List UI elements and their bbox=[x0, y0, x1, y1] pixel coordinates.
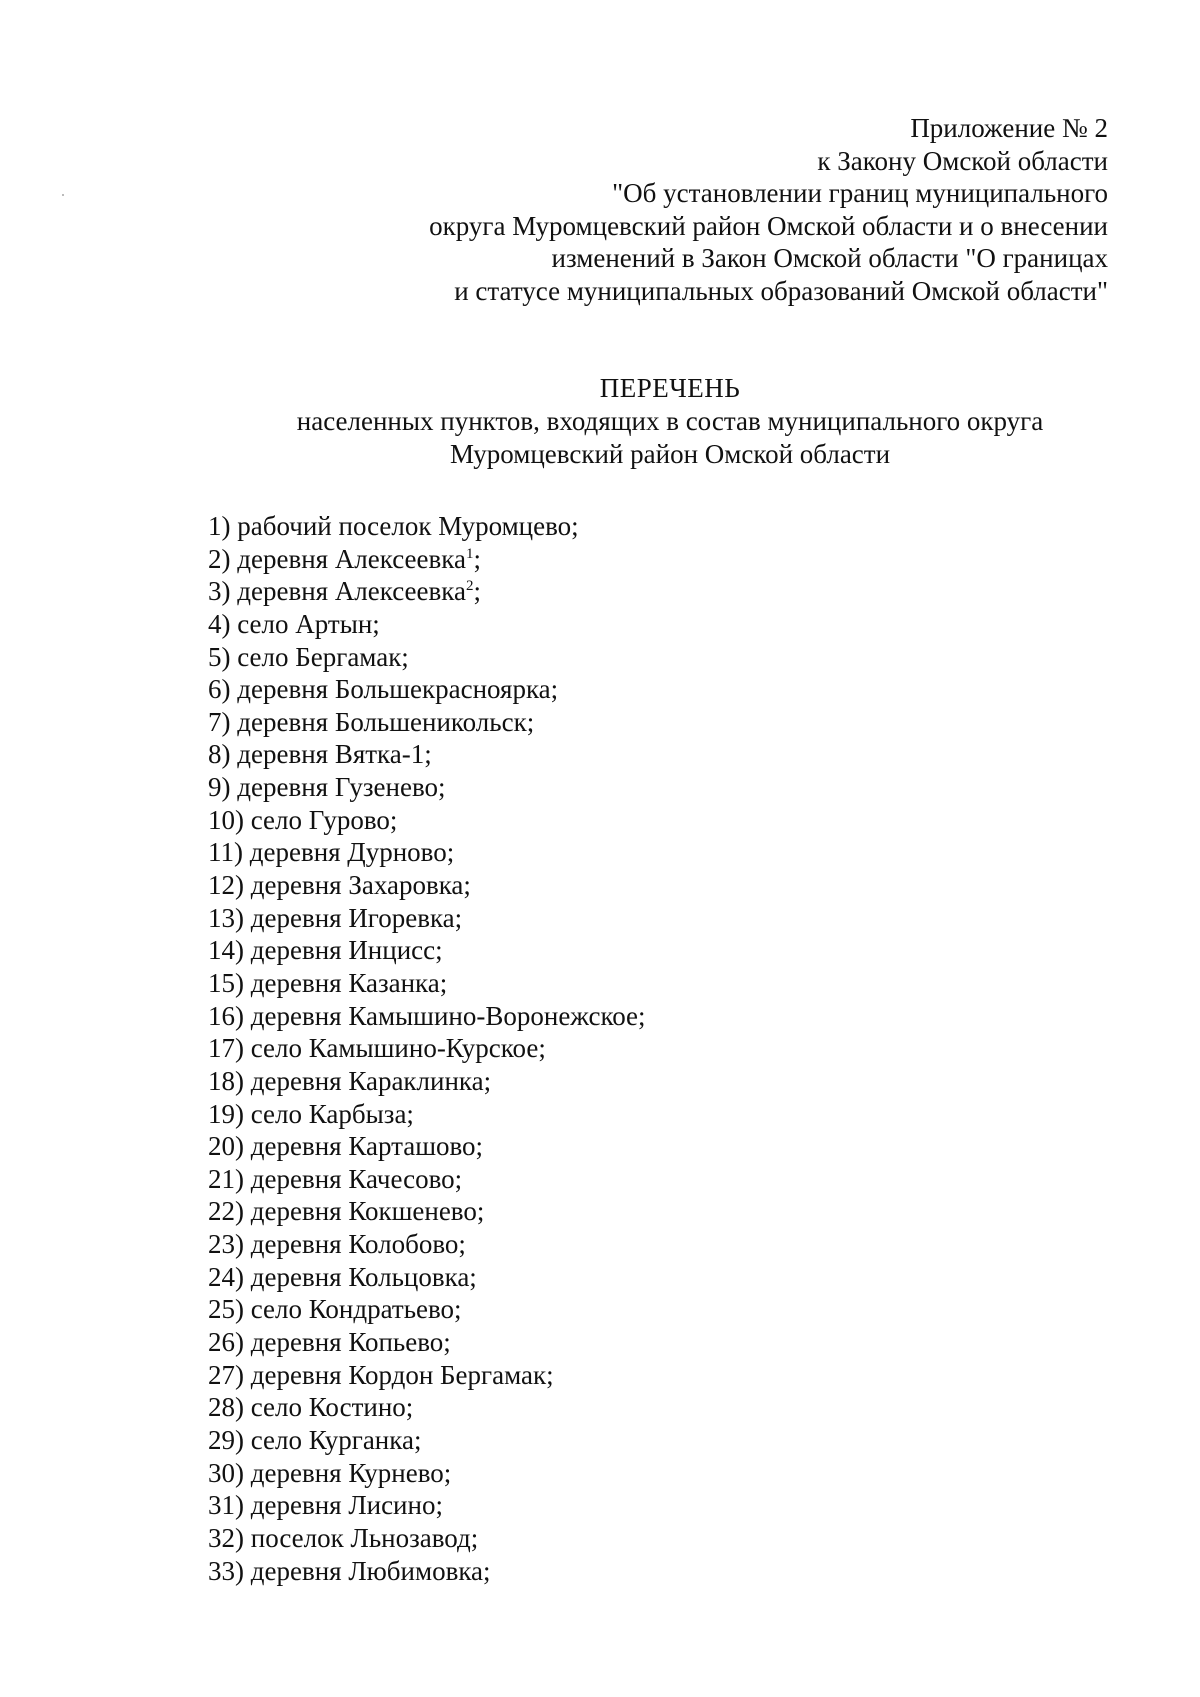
settlement-text: 5) село Бергамак; bbox=[208, 641, 409, 672]
settlement-item bbox=[208, 1261, 1008, 1294]
settlement-text: 16) деревня Камышино-Воронежское; bbox=[208, 1000, 646, 1031]
settlement-text: 18) деревня Караклинка; bbox=[208, 1065, 492, 1096]
settlement-text: 14) деревня Инцисс; bbox=[208, 935, 443, 966]
settlement-text: 21) деревня Качесово; bbox=[208, 1163, 463, 1194]
settlement-text: 12) деревня Захаровка; bbox=[208, 870, 471, 901]
settlement-item bbox=[208, 575, 1008, 608]
settlement-item bbox=[208, 1555, 1008, 1588]
settlement-text: 31) деревня Лисино; bbox=[208, 1490, 443, 1521]
settlement-text: 8) деревня Вятка-1; bbox=[208, 739, 432, 770]
footnote-marker: 1 bbox=[465, 545, 474, 562]
settlement-item bbox=[208, 1098, 1008, 1131]
settlement-item bbox=[208, 934, 1008, 967]
settlement-text: 24) деревня Кольцовка; bbox=[208, 1261, 477, 1292]
settlement-item bbox=[208, 738, 1008, 771]
document-heading: ПЕРЕЧЕНЬ bbox=[599, 373, 741, 403]
settlement-item bbox=[208, 804, 1008, 837]
appendix-line: к Закону Омской области bbox=[817, 145, 1108, 176]
appendix-line: Приложение № 2 bbox=[910, 113, 1108, 143]
settlement-item bbox=[208, 673, 1008, 706]
settlement-text: 22) деревня Кокшенево; bbox=[208, 1196, 485, 1227]
settlement-text: 29) село Курганка; bbox=[208, 1424, 422, 1455]
scan-speck bbox=[62, 194, 64, 196]
settlement-item bbox=[208, 902, 1008, 935]
settlement-item bbox=[208, 1000, 1008, 1033]
settlement-item bbox=[208, 1489, 1008, 1522]
settlement-text: 4) село Артын; bbox=[208, 608, 380, 639]
settlement-item bbox=[208, 1065, 1008, 1098]
settlement-text: 25) село Кондратьево; bbox=[208, 1294, 462, 1325]
settlement-item bbox=[208, 1522, 1008, 1555]
appendix-line: округа Муромцевский район Омской области и о внесении bbox=[429, 210, 1108, 241]
settlement-item bbox=[208, 1130, 1008, 1163]
settlement-text: 20) деревня Карташово; bbox=[208, 1131, 484, 1162]
settlement-text: 33) деревня Любимовка; bbox=[208, 1555, 491, 1586]
document-subtitle-line: населенных пунктов, входящих в состав муниципального округа bbox=[296, 406, 1044, 436]
settlement-item bbox=[208, 1032, 1008, 1065]
settlement-text: 23) деревня Колобово; bbox=[208, 1229, 466, 1260]
settlement-item bbox=[208, 1163, 1008, 1196]
settlement-text: 3) деревня Алексеевка bbox=[208, 576, 466, 607]
settlement-item bbox=[208, 608, 1008, 641]
appendix-line: изменений в Закон Омской области "О границах bbox=[551, 243, 1108, 273]
settlement-text: 27) деревня Кордон Бергамак; bbox=[208, 1359, 554, 1390]
settlement-text: 30) деревня Курнево; bbox=[208, 1457, 452, 1488]
settlement-text: 9) деревня Гузенево; bbox=[208, 772, 446, 803]
settlement-punctuation: ; bbox=[473, 576, 481, 607]
settlement-text: 10) село Гурово; bbox=[208, 804, 398, 835]
settlement-item bbox=[208, 543, 1008, 576]
appendix-header bbox=[348, 112, 1108, 307]
settlement-text: 1) рабочий поселок Муромцево; bbox=[208, 511, 579, 541]
settlement-text: 11) деревня Дурново; bbox=[208, 837, 455, 868]
settlement-text: 26) деревня Копьево; bbox=[208, 1327, 451, 1358]
settlement-item bbox=[208, 1457, 1008, 1490]
settlement-item bbox=[208, 1293, 1008, 1326]
settlement-item bbox=[208, 869, 1008, 902]
settlement-text: 2) деревня Алексеевка bbox=[208, 543, 466, 574]
settlement-text: 19) село Карбыза; bbox=[208, 1098, 414, 1129]
settlement-item bbox=[208, 706, 1008, 739]
settlement-item bbox=[208, 771, 1008, 804]
settlement-item bbox=[208, 1391, 1008, 1424]
settlement-item bbox=[208, 641, 1008, 674]
settlement-text: 6) деревня Большекрасноярка; bbox=[208, 674, 559, 705]
settlement-item bbox=[208, 1326, 1008, 1359]
settlement-text: 7) деревня Большеникольск; bbox=[208, 706, 535, 737]
settlement-item bbox=[208, 1195, 1008, 1228]
settlement-list bbox=[208, 510, 1008, 1587]
footnote-marker: 2 bbox=[465, 578, 474, 595]
settlement-text: 32) поселок Льнозавод; bbox=[208, 1522, 479, 1553]
settlement-item bbox=[208, 836, 1008, 869]
appendix-line: "Об установлении границ муниципального bbox=[612, 178, 1108, 208]
settlement-text: 28) село Костино; bbox=[208, 1392, 414, 1423]
document-subtitle-line: Муромцевский район Омской области bbox=[449, 439, 891, 469]
settlement-item bbox=[208, 1359, 1008, 1392]
document-title-block bbox=[260, 372, 1080, 471]
settlement-item bbox=[208, 967, 1008, 1000]
appendix-line: и статусе муниципальных образований Омской области" bbox=[454, 275, 1108, 306]
settlement-item bbox=[208, 510, 1008, 543]
settlement-text: 13) деревня Игоревка; bbox=[208, 902, 463, 933]
settlement-text: 15) деревня Казанка; bbox=[208, 967, 448, 998]
settlement-text: 17) село Камышино-Курское; bbox=[208, 1033, 546, 1064]
settlement-item bbox=[208, 1424, 1008, 1457]
settlement-item bbox=[208, 1228, 1008, 1261]
settlement-punctuation: ; bbox=[473, 543, 481, 574]
